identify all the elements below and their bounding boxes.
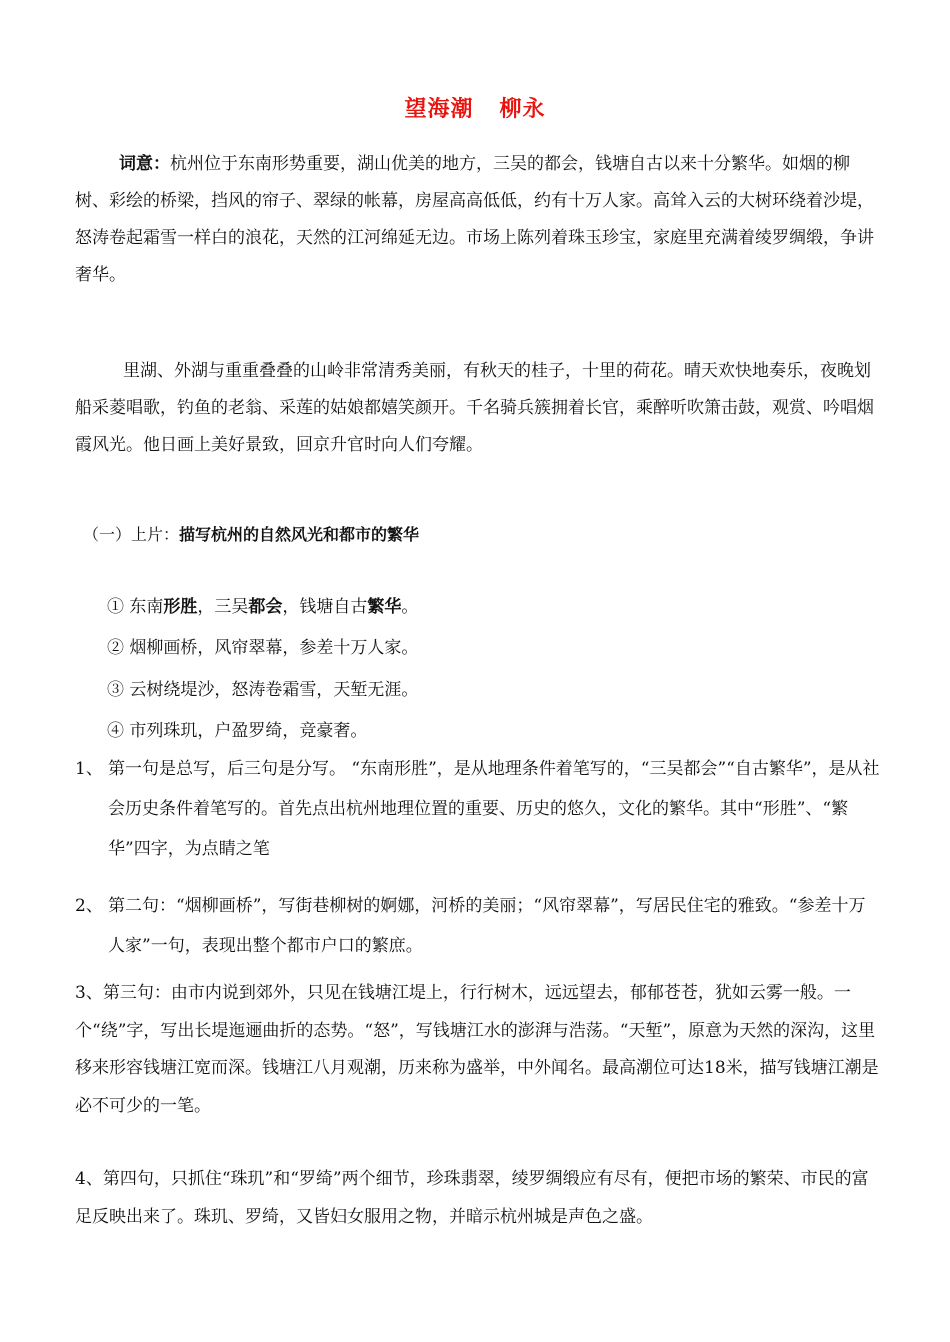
section-label: （一）上片： (83, 525, 180, 544)
line1-part-c: ，三吴 (197, 597, 249, 617)
analysis-item-4: 4、第四句，只抓住“珠玑”和“罗绮”两个细节，珍珠翡翠，绫罗绸缎应有尽有，便把市场的繁荣、市民的富足反映出来了。珠玑、罗绮，又皆妇女服用之物，并暗示杭州城是声色之盛。 (75, 1169, 869, 1227)
analysis-number-1: 1、 (75, 759, 103, 779)
poem-title (0, 92, 950, 123)
analysis-item-3: 3、第三句：由市内说到郊外，只见在钱塘江堤上，行行树木，远远望去，郁郁苍苍，犹如云雾一般。一个“绕”字，写出长堤迤逦曲折的态势。“怒”，写钱塘江水的澎湃与浩荡。“天堑”，原意为天然的深沟，这里移来形容钱塘江宽而深。钱塘江八月观潮，历来称为盛举，中外闻名。最高潮位可达18米，描写钱塘江潮是必不可少的一笔。 (75, 983, 879, 1116)
section-title: 描写杭州的自然风光和都市的繁华 (179, 525, 420, 544)
poem-line-3: ③ 云树绕堤沙，怒涛卷霜雪，天堑无涯。 (107, 680, 419, 700)
meaning-paragraph-1 (75, 146, 880, 294)
meaning-text-2: 里湖、外湖与重重叠叠的山岭非常清秀美丽，有秋天的桂子，十里的荷花。晴天欢快地奏乐，夜晚划船采菱唱歌，钓鱼的老翁、采莲的姑娘都嬉笑颜开。千名骑兵簇拥着长官，乘醉听吹箫击鼓，观赏、吟唱烟霞风光。他日画上美好景致，回京升官时向人们夸耀。 (75, 361, 874, 455)
line1-part-e: ，钱塘自古 (282, 597, 368, 617)
poem-author: 柳永 (499, 96, 546, 122)
analysis-item-1 (75, 749, 880, 869)
analysis-text-2: 第二句：“烟柳画桥”，写街巷柳树的婀娜，河桥的美丽；“风帘翠幕”，写居民住宅的雅致。“参差十万人家”一句，表现出整个都市户口的繁庶。 (108, 896, 866, 956)
poem-line-2: ② 烟柳画桥，风帘翠幕，参差十万人家。 (107, 638, 419, 658)
meaning-label: 词意： (119, 154, 170, 174)
analysis-item-2 (75, 886, 880, 966)
analysis-number-2: 2、 (75, 896, 103, 916)
line1-keyword-xingsheng: 形胜 (163, 597, 198, 617)
line1-keyword-duhui: 都会 (248, 597, 283, 617)
poem-line-4: ④ 市列珠玑，户盈罗绮，竞豪奢。 (107, 721, 368, 741)
line1-part-a: ① 东南 (107, 597, 164, 617)
section-heading (83, 522, 419, 545)
poem-name: 望海潮 (404, 96, 474, 122)
meaning-paragraph-2 (75, 353, 880, 464)
analysis-text-1: 第一句是总写，后三句是分写。 “东南形胜”，是从地理条件着笔写的，“三吴都会”“自古繁华”，是从社会历史条件着笔写的。首先点出杭州地理位置的重要、历史的悠久，文化的繁华。其中“形胜”、“繁华”四字，为点睛之笔 (108, 759, 880, 859)
line1-part-g: 。 (401, 597, 419, 617)
meaning-text-1: 杭州位于东南形势重要，湖山优美的地方，三吴的都会，钱塘自古以来十分繁华。如烟的柳树、彩绘的桥梁，挡风的帘子、翠绿的帐幕，房屋高高低低，约有十万人家。高耸入云的大树环绕着沙堤，怒涛卷起霜雪一样白的浪花，天然的江河绵延无边。市场上陈列着珠玉珍宝，家庭里充满着绫罗绸缎，争讲奢华。 (75, 154, 874, 285)
poem-line-1 (107, 592, 418, 617)
line1-keyword-fanhua: 繁华 (367, 597, 402, 617)
